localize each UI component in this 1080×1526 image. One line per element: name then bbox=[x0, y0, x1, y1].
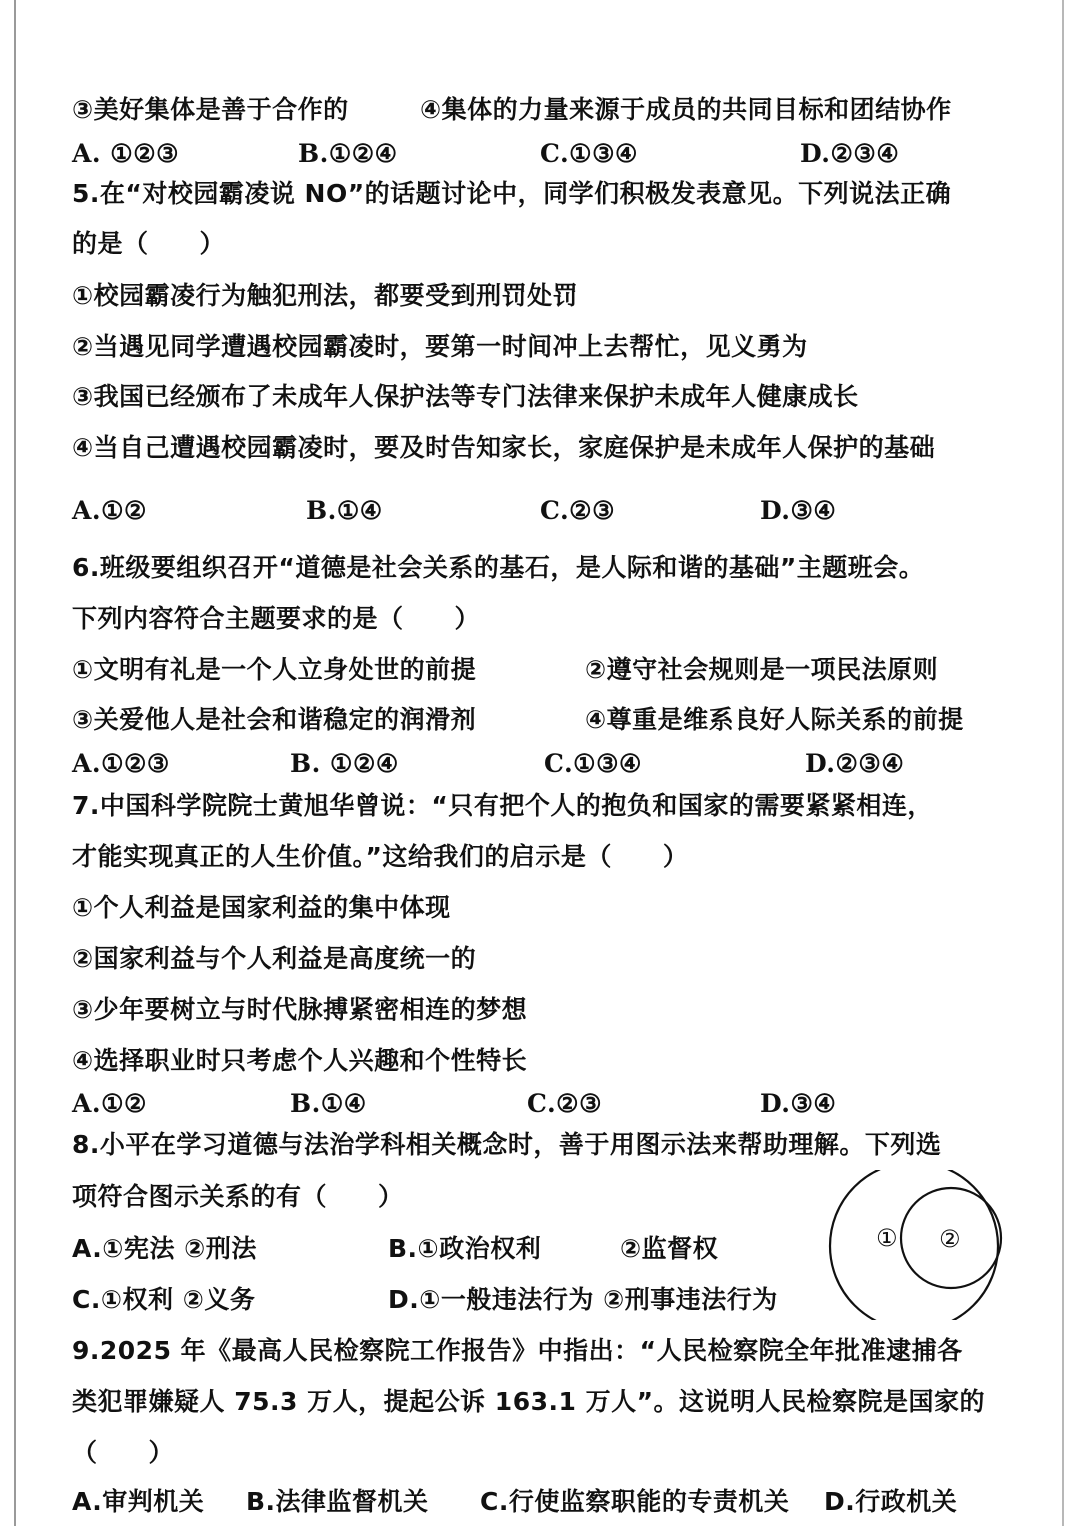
q5-option-a: A.①② bbox=[72, 496, 147, 525]
q5-stem-line-1: 5.在“对校园霸凌说 NO”的话题讨论中，同学们积极发表意见。下列说法正确 bbox=[72, 179, 952, 208]
q8-option-c: C.①权利 ②义务 bbox=[72, 1285, 256, 1314]
q5-stem-line-2: 的是（ ） bbox=[72, 229, 226, 258]
q7-option-a: A.①② bbox=[72, 1089, 147, 1118]
q8-option-d: D.①一般违法行为 ②刑事违法行为 bbox=[388, 1285, 778, 1314]
q9-option-a: A.审判机关 bbox=[72, 1487, 205, 1516]
q6-item-2: ②遵守社会规则是一项民法原则 bbox=[585, 655, 939, 684]
q4-option-c: C.①③④ bbox=[540, 139, 638, 168]
q6-stem-line-2: 下列内容符合主题要求的是（ ） bbox=[72, 604, 481, 633]
q7-item-1: ①个人利益是国家利益的集中体现 bbox=[72, 893, 451, 922]
q8-option-b-part2: ②监督权 bbox=[620, 1234, 719, 1263]
q4-option-a: A. ①②③ bbox=[72, 139, 180, 168]
q4-item-3: ③美好集体是善于合作的 bbox=[72, 95, 349, 124]
q6-option-a: A.①②③ bbox=[72, 749, 170, 778]
q4-option-d: D.②③④ bbox=[800, 139, 900, 168]
q8-option-a: A.①宪法 ②刑法 bbox=[72, 1234, 257, 1263]
q5-option-d: D.③④ bbox=[760, 496, 837, 525]
q5-item-3: ③我国已经颁布了未成年人保护法等专门法律来保护未成年人健康成长 bbox=[72, 382, 859, 411]
q6-item-4: ④尊重是维系良好人际关系的前提 bbox=[585, 705, 964, 734]
q6-item-1: ①文明有礼是一个人立身处世的前提 bbox=[72, 655, 477, 684]
q7-option-d: D.③④ bbox=[760, 1089, 837, 1118]
q9-stem-line-1: 9.2025 年《最高人民检察院工作报告》中指出：“人民检察院全年批准逮捕各 bbox=[72, 1336, 963, 1365]
q7-item-2: ②国家利益与个人利益是高度统一的 bbox=[72, 944, 477, 973]
q9-stem-line-2: 类犯罪嫌疑人 75.3 万人，提起公诉 163.1 万人”。这说明人民检察院是国家的 bbox=[72, 1387, 986, 1416]
q6-option-b: B. ①②④ bbox=[290, 749, 399, 778]
q8-option-b: B.①政治权利 bbox=[388, 1234, 542, 1263]
page-right-edge bbox=[1062, 0, 1064, 1526]
q7-stem-line-2: 才能实现真正的人生价值。”这给我们的启示是（ ） bbox=[72, 842, 689, 871]
diagram-inner-label: ② bbox=[939, 1225, 961, 1253]
q7-stem-line-1: 7.中国科学院院士黄旭华曾说：“只有把个人的抱负和国家的需要紧紧相连， bbox=[72, 791, 933, 820]
q5-item-4: ④当自己遭遇校园霸凌时，要及时告知家长，家庭保护是未成年人保护的基础 bbox=[72, 433, 936, 462]
q9-option-b: B.法律监督机关 bbox=[246, 1487, 429, 1516]
q9-option-d: D.行政机关 bbox=[824, 1487, 958, 1516]
q5-item-1: ①校园霸凌行为触犯刑法，都要受到刑罚处罚 bbox=[72, 281, 579, 310]
nested-circle-diagram bbox=[826, 1170, 1006, 1320]
page-left-edge bbox=[14, 0, 16, 1526]
q6-stem-line-1: 6.班级要组织召开“道德是社会关系的基石，是人际和谐的基础”主题班会。 bbox=[72, 553, 925, 582]
diagram-outer-label: ① bbox=[876, 1224, 898, 1252]
q6-option-c: C.①③④ bbox=[544, 749, 642, 778]
q8-stem-line-1: 8.小平在学习道德与法治学科相关概念时，善于用图示法来帮助理解。下列选 bbox=[72, 1130, 942, 1159]
q9-option-c: C.行使监察职能的专责机关 bbox=[480, 1487, 790, 1516]
q7-item-4: ④选择职业时只考虑个人兴趣和个性特长 bbox=[72, 1046, 528, 1075]
q5-item-2: ②当遇见同学遭遇校园霸凌时，要第一时间冲上去帮忙，见义勇为 bbox=[72, 332, 808, 361]
q8-stem-line-2: 项符合图示关系的有（ ） bbox=[72, 1182, 404, 1211]
q4-option-b: B.①②④ bbox=[298, 139, 398, 168]
q4-item-4: ④集体的力量来源于成员的共同目标和团结协作 bbox=[420, 95, 952, 124]
q7-option-b: B.①④ bbox=[290, 1089, 367, 1118]
q7-option-c: C.②③ bbox=[527, 1089, 602, 1118]
q5-option-c: C.②③ bbox=[540, 496, 615, 525]
q6-item-3: ③关爱他人是社会和谐稳定的润滑剂 bbox=[72, 705, 477, 734]
q7-item-3: ③少年要树立与时代脉搏紧密相连的梦想 bbox=[72, 995, 528, 1024]
q5-option-b: B.①④ bbox=[306, 496, 383, 525]
q9-stem-line-3: （ ） bbox=[72, 1438, 175, 1467]
q6-option-d: D.②③④ bbox=[805, 749, 905, 778]
